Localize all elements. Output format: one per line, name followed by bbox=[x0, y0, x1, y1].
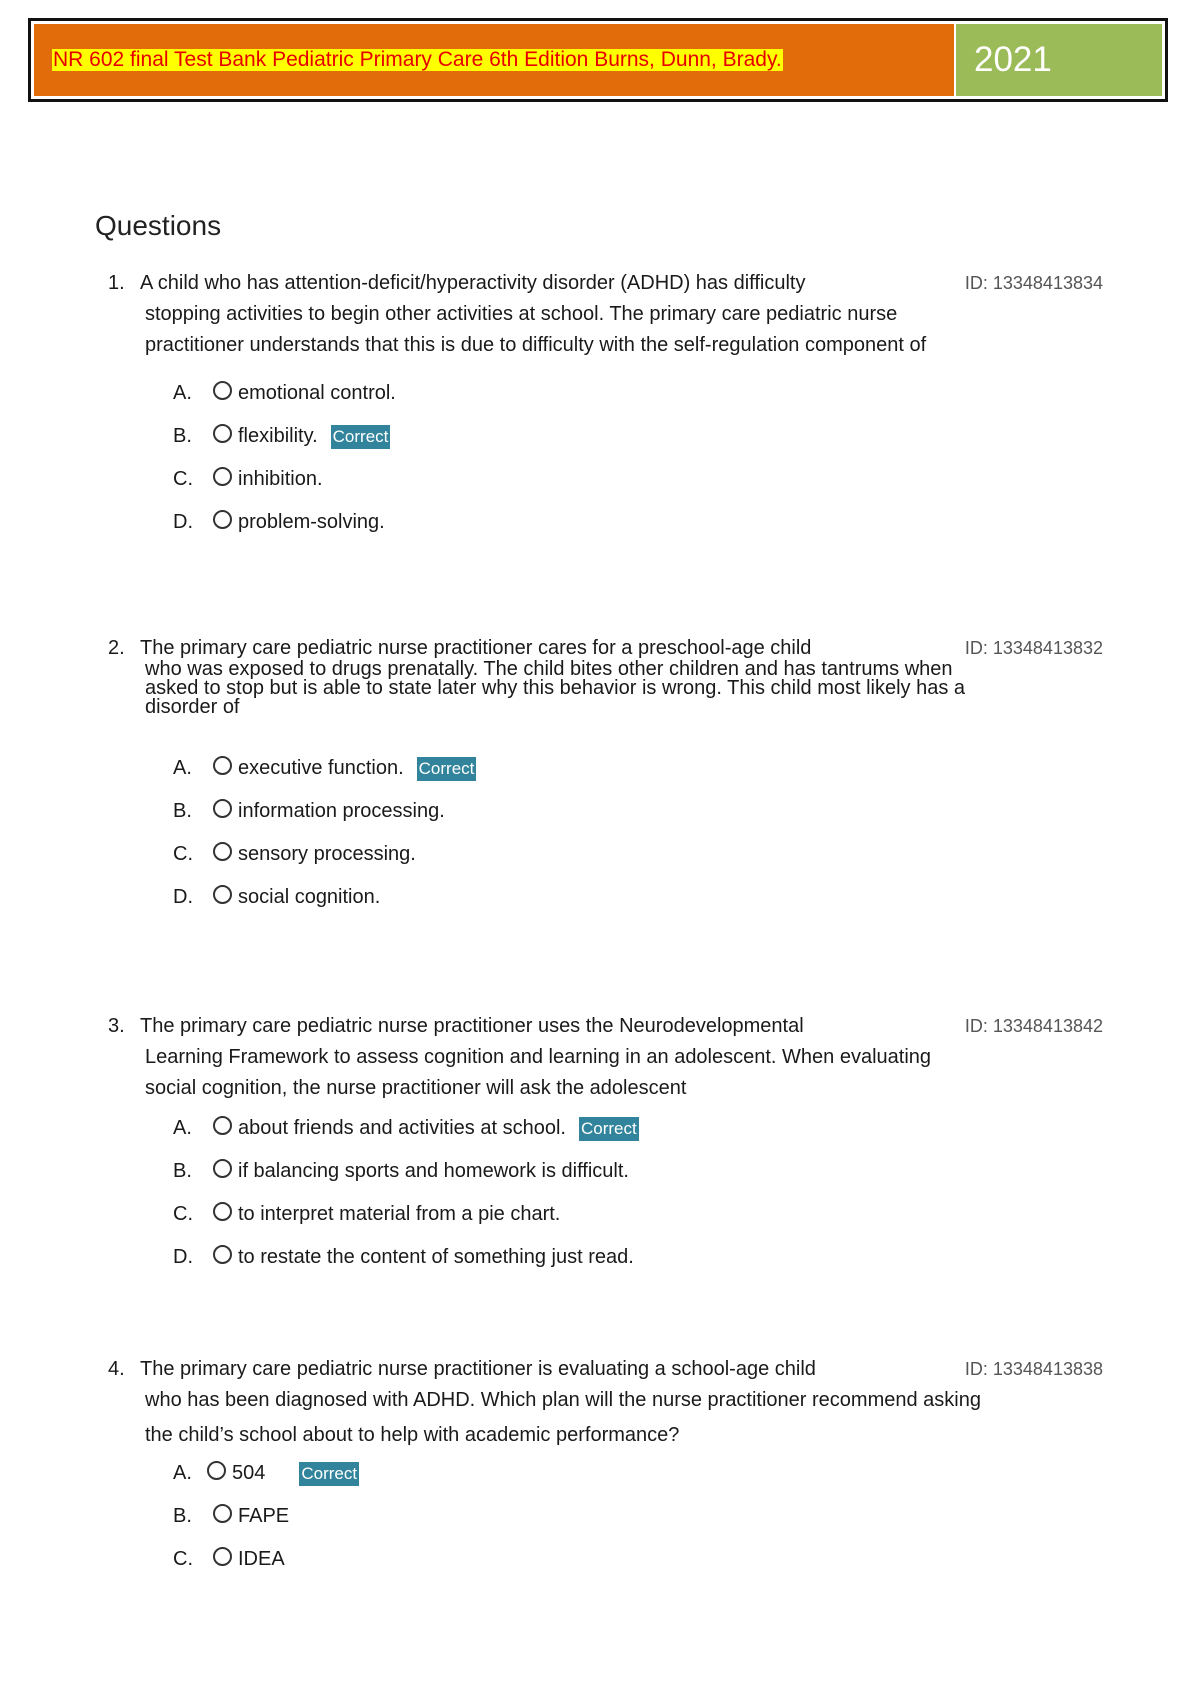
option-letter: C. bbox=[173, 1203, 193, 1225]
radio-button-icon[interactable] bbox=[213, 1116, 232, 1135]
question-stem-line: stopping activities to begin other activities at school. The primary care pediatric nurse bbox=[145, 303, 898, 325]
radio-button-icon[interactable] bbox=[207, 1461, 226, 1480]
radio-button-icon[interactable] bbox=[213, 799, 232, 818]
question-number: 4. bbox=[108, 1358, 125, 1380]
radio-button-icon[interactable] bbox=[213, 510, 232, 529]
option-text: executive function. bbox=[238, 757, 404, 779]
answer-option-d[interactable] bbox=[173, 876, 1103, 919]
radio-button-icon[interactable] bbox=[213, 1202, 232, 1221]
answer-option-b[interactable] bbox=[173, 1495, 1103, 1538]
question-stem bbox=[108, 268, 1103, 361]
option-letter: C. bbox=[173, 1548, 193, 1570]
document-header bbox=[28, 18, 1168, 102]
answer-options bbox=[173, 747, 1103, 919]
option-letter: B. bbox=[173, 425, 192, 447]
question-stem-line: asked to stop but is able to state later why this behavior is wrong. This child most likely has a bbox=[145, 677, 966, 699]
radio-button-icon[interactable] bbox=[213, 424, 232, 443]
answer-option-d[interactable] bbox=[173, 1236, 1103, 1279]
question-stem-line: The primary care pediatric nurse practitioner is evaluating a school-age child bbox=[140, 1358, 816, 1380]
option-text: emotional control. bbox=[238, 382, 396, 404]
radio-button-icon[interactable] bbox=[213, 842, 232, 861]
question-stem-line: who has been diagnosed with ADHD. Which plan will the nurse practitioner recommend asking bbox=[145, 1389, 981, 1411]
radio-button-icon[interactable] bbox=[213, 467, 232, 486]
option-text: inhibition. bbox=[238, 468, 323, 490]
question-stem-line: Learning Framework to assess cognition and learning in an adolescent. When evaluating bbox=[145, 1046, 932, 1068]
option-letter: C. bbox=[173, 468, 193, 490]
option-text: to interpret material from a pie chart. bbox=[238, 1203, 561, 1225]
question-stem-line: who was exposed to drugs prenatally. The child bites other children and has tantrums when bbox=[145, 658, 953, 680]
option-letter: A. bbox=[173, 382, 192, 404]
document-year: 2021 bbox=[974, 40, 1052, 79]
option-text: social cognition. bbox=[238, 886, 381, 908]
correct-badge: Correct bbox=[579, 1117, 639, 1141]
option-text: flexibility. bbox=[238, 425, 318, 447]
option-letter: A. bbox=[173, 757, 192, 779]
option-letter: A. bbox=[173, 1462, 192, 1484]
radio-button-icon[interactable] bbox=[213, 1504, 232, 1523]
question-4 bbox=[108, 1354, 1103, 1581]
answer-option-b[interactable] bbox=[173, 790, 1103, 833]
option-text: about friends and activities at school. bbox=[238, 1117, 566, 1139]
question-id: ID: 13348413838 bbox=[964, 1359, 1103, 1379]
question-stem-line: The primary care pediatric nurse practitioner cares for a preschool-age child bbox=[140, 637, 812, 659]
option-letter: B. bbox=[173, 800, 192, 822]
header-title-box bbox=[34, 24, 956, 96]
option-letter: B. bbox=[173, 1505, 192, 1527]
option-letter: B. bbox=[173, 1160, 192, 1182]
answer-option-b[interactable] bbox=[173, 415, 1103, 458]
question-3 bbox=[108, 1011, 1103, 1279]
radio-button-icon[interactable] bbox=[213, 1245, 232, 1264]
question-1 bbox=[108, 268, 1103, 544]
question-stem-line: A child who has attention-deficit/hyperactivity disorder (ADHD) has difficulty bbox=[140, 272, 806, 294]
section-heading: Questions bbox=[95, 210, 222, 241]
answer-option-a[interactable] bbox=[173, 1107, 1103, 1150]
option-text: FAPE bbox=[238, 1505, 290, 1527]
answer-option-a[interactable] bbox=[173, 372, 1103, 415]
question-id: ID: 13348413834 bbox=[964, 273, 1103, 293]
question-id: ID: 13348413842 bbox=[964, 1016, 1103, 1036]
radio-button-icon[interactable] bbox=[213, 1159, 232, 1178]
option-letter: D. bbox=[173, 511, 193, 533]
radio-button-icon[interactable] bbox=[213, 885, 232, 904]
question-number: 3. bbox=[108, 1015, 125, 1037]
option-text: IDEA bbox=[238, 1548, 285, 1570]
question-stem bbox=[108, 636, 1103, 717]
option-text: information processing. bbox=[238, 800, 445, 822]
document-title: NR 602 final Test Bank Pediatric Primary Care 6th Edition Burns, Dunn, Brady. bbox=[53, 48, 782, 71]
radio-button-icon[interactable] bbox=[213, 1547, 232, 1566]
correct-badge: Correct bbox=[331, 425, 391, 449]
option-text: problem-solving. bbox=[238, 511, 385, 533]
answer-options bbox=[173, 372, 1103, 544]
answer-option-b[interactable] bbox=[173, 1150, 1103, 1193]
answer-option-a[interactable] bbox=[173, 1452, 1103, 1495]
question-id: ID: 13348413832 bbox=[964, 638, 1103, 658]
answer-option-c[interactable] bbox=[173, 1538, 1103, 1581]
answer-options bbox=[173, 1452, 1103, 1581]
correct-badge: Correct bbox=[299, 1462, 359, 1486]
question-2 bbox=[108, 636, 1103, 919]
option-letter: C. bbox=[173, 843, 193, 865]
question-stem-line: the child’s school about to help with academic performance? bbox=[145, 1424, 680, 1446]
question-stem bbox=[108, 1011, 1103, 1104]
option-text: if balancing sports and homework is difficult. bbox=[238, 1160, 629, 1182]
question-stem bbox=[108, 1354, 1103, 1451]
option-text: to restate the content of something just read. bbox=[238, 1246, 634, 1268]
radio-button-icon[interactable] bbox=[213, 756, 232, 775]
answer-option-a[interactable] bbox=[173, 747, 1103, 790]
option-letter: D. bbox=[173, 1246, 193, 1268]
option-text: 504 bbox=[232, 1462, 266, 1484]
question-stem-line: The primary care pediatric nurse practitioner uses the Neurodevelopmental bbox=[140, 1015, 804, 1037]
question-stem-line: practitioner understands that this is due to difficulty with the self-regulation component of bbox=[145, 334, 927, 356]
answer-option-c[interactable] bbox=[173, 1193, 1103, 1236]
answer-option-c[interactable] bbox=[173, 833, 1103, 876]
answer-options bbox=[173, 1107, 1103, 1279]
answer-option-d[interactable] bbox=[173, 501, 1103, 544]
question-number: 1. bbox=[108, 272, 125, 294]
correct-badge: Correct bbox=[417, 757, 477, 781]
question-stem-line: disorder of bbox=[145, 696, 240, 718]
radio-button-icon[interactable] bbox=[213, 381, 232, 400]
option-letter: A. bbox=[173, 1117, 192, 1139]
option-letter: D. bbox=[173, 886, 193, 908]
option-text: sensory processing. bbox=[238, 843, 416, 865]
question-number: 2. bbox=[108, 637, 125, 659]
question-stem-line: social cognition, the nurse practitioner will ask the adolescent bbox=[145, 1077, 687, 1099]
header-year-box bbox=[956, 24, 1162, 96]
answer-option-c[interactable] bbox=[173, 458, 1103, 501]
